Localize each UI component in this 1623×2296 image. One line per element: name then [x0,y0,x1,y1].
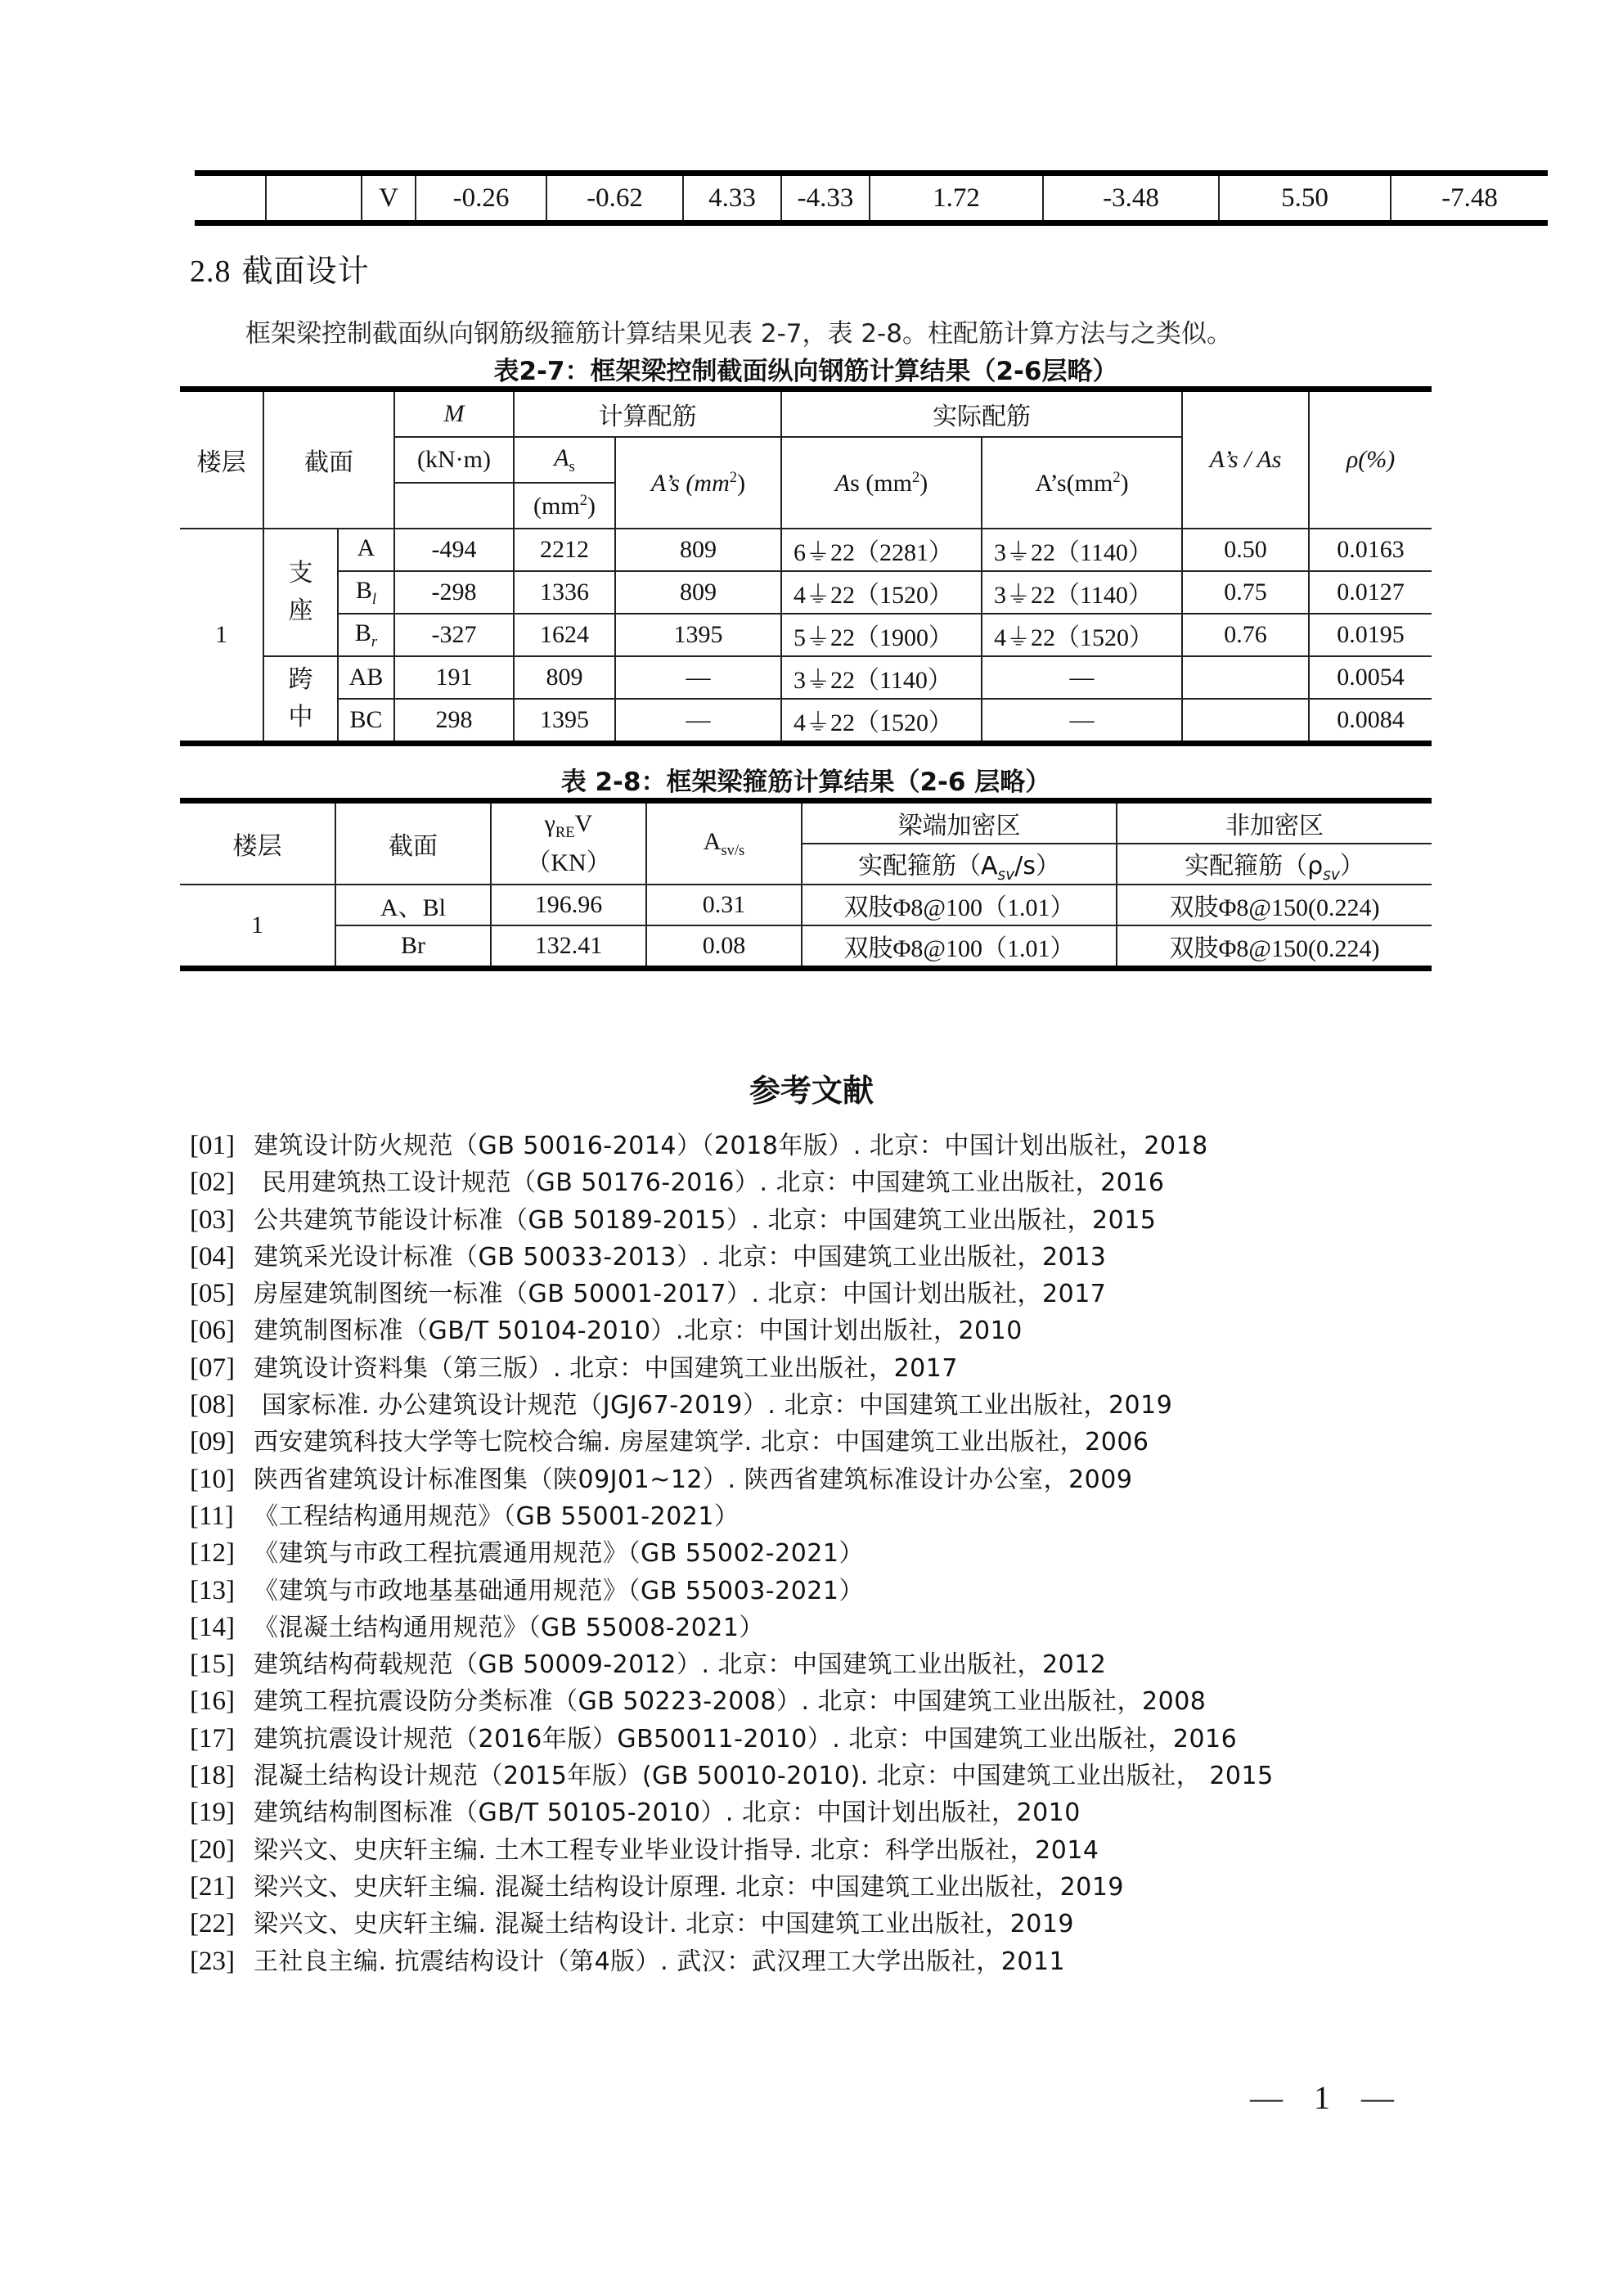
header-dense-sub [802,844,1117,885]
reference-item [190,1461,1274,1498]
support-group-label: 支座 [288,559,313,625]
m-cell: -327 [394,614,514,656]
dense-cell: 双肢Φ8@100（1.01） [802,885,1117,925]
reference-item [190,1943,1274,1980]
section-sub: r [371,633,378,651]
table-row [195,173,1548,223]
actual-as-cell: 4⏚22（1520） [781,699,982,744]
ref-text: 民用建筑热工设计规范（GB 50176-2016）. 北京：中国建筑工业出版社，2016 [254,1168,1165,1198]
header-section: 截面 [263,389,394,529]
reference-item [190,1239,1274,1276]
gamma-v-cell: 132.41 [491,925,646,969]
reference-item [190,1387,1274,1424]
rho-cell: 0.0195 [1309,614,1432,656]
subscript: RE [555,823,575,841]
ref-number: [06] [190,1316,235,1346]
actual-as-prime-cell: 4⏚22（1520） [982,614,1182,656]
reference-item [190,1609,1274,1646]
actual-as-cell: 6⏚22（2281） [781,529,982,571]
paren: ) [737,469,746,497]
table-row [180,571,1432,614]
table-row [180,656,1432,699]
dense-cell: 双肢Φ8@100（1.01） [802,925,1117,969]
table-cell [266,173,362,223]
ref-number: [19] [190,1798,235,1828]
longitudinal-rebar-table [180,386,1432,746]
header-calc-group: 计算配筋 [514,389,781,438]
floor-cell: 1 [180,885,335,969]
ref-text: 混凝土结构设计规范（2015年版）(GB 50010-2010). 北京：中国建筑工业出版社， 2015 [254,1762,1274,1791]
superscript: 2 [911,468,920,486]
actual-as-prime-cell: — [982,656,1182,699]
ref-text: 《建筑与市政地基基础通用规范》（GB 55003-2021） [254,1576,864,1605]
ref-text: 建筑设计防火规范（GB 50016-2014）（2018年版）. 北京：中国计划出版社，2018 [254,1132,1208,1160]
ref-number: [16] [190,1686,235,1717]
reference-item [190,1128,1274,1164]
calc-as-prime-cell: — [615,656,781,699]
table-caption: 表 2-8：框架梁箍筋计算结果（2-6 层略） [560,768,1051,797]
ref-text: 梁兴文、史庆轩主编. 混凝土结构设计原理. 北京：中国建筑工业出版社，2019 [254,1872,1124,1902]
ref-number: [14] [190,1612,235,1642]
header-floor: 楼层 [180,801,335,885]
midspan-group-label: 跨中 [288,665,313,732]
ref-text: 梁兴文、史庆轩主编. 混凝土结构设计. 北京：中国建筑工业出版社，2019 [254,1910,1074,1939]
reference-item [190,1276,1274,1312]
table-row [180,699,1432,744]
actual-as-prime-cell: — [982,699,1182,744]
reference-item [190,1832,1274,1869]
ref-text: 建筑抗震设计规范（2016年版）GB50011-2010）. 北京：中国建筑工业出版社，2016 [254,1724,1238,1754]
table-cell: -0.62 [546,173,683,223]
symbol: A [554,443,569,471]
rho-cell: 0.0127 [1309,571,1432,614]
ref-number: [21] [190,1871,235,1902]
section-cell: A、Bl [335,885,491,925]
ref-number: [07] [190,1353,235,1383]
header-asv [646,801,802,885]
ref-number: [04] [190,1241,235,1272]
table-cell: -4.33 [781,173,870,223]
actual-as-cell: 5⏚22（1900） [781,614,982,656]
ref-number: [20] [190,1835,235,1865]
table-row [180,925,1432,969]
ref-text: 国家标准. 办公建筑设计规范（JGJ67-2019）. 北京：中国建筑工业出版社，2019 [254,1391,1173,1420]
label: 实配箍筋（ρ [1185,851,1324,880]
header-rho [1309,389,1432,529]
ref-number: [08] [190,1390,235,1420]
actual-as-prime-cell: 3⏚22（1140） [982,529,1182,571]
symbol: A’s(mm [1035,469,1113,497]
paren: ) [919,469,928,497]
section-number: 2.8 [190,254,232,289]
header-calc-as [514,437,615,483]
reference-item [190,1498,1274,1535]
m-cell: 298 [394,699,514,744]
header-row [180,801,1432,844]
header-moment: M [394,389,514,438]
header-actual-as-prime [982,437,1182,529]
paren: ) [587,492,596,520]
ref-number: [15] [190,1650,235,1680]
table-cell: -3.48 [1043,173,1219,223]
paren: ) [1120,469,1129,497]
superscript: 2 [579,491,587,509]
calc-as-cell: 2212 [514,529,615,571]
ref-number: [09] [190,1427,235,1457]
ref-text: 建筑结构制图标准（GB/T 50105-2010）. 北京：中国计划出版社，2010 [254,1799,1081,1828]
symbol: A’s (mm [650,469,730,497]
reference-item [190,1573,1274,1609]
ref-text: 建筑工程抗震设防分类标准（GB 50223-2008）. 北京：中国建筑工业出版社，2008 [254,1687,1207,1717]
section-title: 截面设计 [241,253,370,289]
header-calc-as-prime [615,437,781,529]
header-section: 截面 [335,801,491,885]
rho-cell: 0.0084 [1309,699,1432,744]
reference-item [190,1758,1274,1794]
unit: （KN） [526,849,611,876]
table-cell [195,173,266,223]
header-actual-as [781,437,982,529]
symbol: A [703,827,722,855]
subscript: sv [997,866,1015,884]
table-row [180,614,1432,656]
reference-item [190,1202,1274,1239]
ref-number: [01] [190,1131,235,1160]
section-label: B [354,619,371,646]
table-cell: -0.26 [416,173,546,223]
calc-as-prime-cell: 1395 [615,614,781,656]
actual-as-cell: 4⏚22（1520） [781,571,982,614]
actual-as-cell: 3⏚22（1140） [781,656,982,699]
gamma-v-cell: 196.96 [491,885,646,925]
calc-as-cell: 1624 [514,614,615,656]
ref-text: 西安建筑科技大学等七院校合编. 房屋建筑学. 北京：中国建筑工业出版社，2006 [254,1428,1149,1457]
ref-number: [02] [190,1168,235,1198]
ratio-cell: 0.76 [1182,614,1309,656]
reference-item [190,1906,1274,1943]
label-close: /s） [1014,851,1060,880]
calc-as-prime-cell: 809 [615,571,781,614]
calc-as-cell: 1336 [514,571,615,614]
header-floor: 楼层 [180,389,263,529]
unit: s (mm [850,469,912,497]
reference-item [190,1312,1274,1349]
section-cell: AB [338,656,394,699]
ref-number: [13] [190,1575,235,1605]
reference-item [190,1794,1274,1831]
page-number: — 1 — [1250,2079,1405,2116]
header-ratio [1182,389,1309,529]
ref-text: 公共建筑节能设计标准（GB 50189-2015）. 北京：中国建筑工业出版社，2015 [254,1205,1157,1235]
calc-as-cell: 1395 [514,699,615,744]
ref-number: [17] [190,1723,235,1754]
label-close: ） [1339,851,1364,880]
ref-number: [18] [190,1761,235,1791]
section-label: B [355,576,372,604]
section-label: A [357,533,375,561]
ratio-cell: 0.75 [1182,571,1309,614]
subscript: s [569,457,575,475]
ref-number: [11] [190,1501,234,1531]
section-cell: BC [338,699,394,744]
midspan-group-cell [263,656,338,744]
calc-as-prime-cell: — [615,699,781,744]
ratio-cell [1182,656,1309,699]
ref-text: 《工程结构通用规范》（GB 55001-2021） [254,1501,740,1531]
ratio-cell: 0.50 [1182,529,1309,571]
ref-text: 王社良主编. 抗震结构设计（第4版）. 武汉：武汉理工大学出版社，2011 [254,1947,1066,1976]
gamma-symbol: γ [544,809,555,837]
reference-item [190,1869,1274,1906]
section-cell [338,529,394,571]
reference-item [190,1683,1274,1720]
ref-number: [03] [190,1204,235,1235]
ratio-cell [1182,699,1309,744]
ref-number: [12] [190,1538,235,1569]
ref-number: [22] [190,1909,235,1939]
ref-text: 陕西省建筑设计标准图集（陕09J01~12）. 陕西省建筑标准设计办公室，2009 [254,1465,1133,1494]
section-sub: l [371,590,377,608]
header-moment-unit: (kN·m) [394,437,514,483]
calc-as-prime-cell: 809 [615,529,781,571]
nondense-cell: 双肢Φ8@150(0.224) [1117,885,1432,925]
table-row [180,529,1432,571]
section-cell [338,614,394,656]
ref-number: [05] [190,1279,235,1309]
rho-cell: 0.0163 [1309,529,1432,571]
header-row [180,389,1432,438]
reference-item [190,1164,1274,1201]
ref-text: 建筑制图标准（GB/T 50104-2010）.北京：中国计划出版社，2010 [254,1317,1023,1346]
ref-text: 《混凝土结构通用规范》（GB 55008-2021） [254,1613,764,1642]
header-empty [394,483,514,529]
calc-as-cell: 809 [514,656,615,699]
table-cell: 4.33 [683,173,781,223]
m-cell: -298 [394,571,514,614]
m-cell: -494 [394,529,514,571]
reference-item [190,1646,1274,1683]
v-symbol: V [574,809,593,837]
reference-item [190,1721,1274,1758]
superscript: 2 [1113,468,1121,486]
subscript: sv [1323,866,1340,884]
table-cell: -7.48 [1391,173,1548,223]
support-group-cell [263,529,338,656]
header-nondense-sub [1117,844,1432,885]
ref-text: 房屋建筑制图统一标准（GB 50001-2017）. 北京：中国计划出版社，2017 [254,1280,1107,1309]
references-title: 参考文献 [749,1073,874,1109]
subscript: sv/s [721,841,745,859]
section-heading [190,245,370,290]
stirrup-table [180,798,1432,971]
asv-cell: 0.08 [646,925,802,969]
table-cell: V [362,173,416,223]
actual-as-prime-cell: 3⏚22（1140） [982,571,1182,614]
header-dense-zone: 梁端加密区 [802,801,1117,844]
header-ratio-text: A’s / As [1209,446,1282,473]
ref-text: 梁兴文、史庆轩主编. 土木工程专业毕业设计指导. 北京：科学出版社，2014 [254,1835,1099,1865]
ref-number: [10] [190,1464,235,1494]
section-cell: Br [335,925,491,969]
reference-item [190,1535,1274,1572]
ref-text: 建筑采光设计标准（GB 50033-2013）. 北京：中国建筑工业出版社，2013 [254,1242,1107,1272]
header-nondense-zone: 非加密区 [1117,801,1432,844]
table-cell: 1.72 [870,173,1043,223]
asv-cell: 0.31 [646,885,802,925]
header-calc-as-unit [514,483,615,529]
ref-number: [23] [190,1946,235,1976]
table-cell: 5.50 [1219,173,1391,223]
reference-item [190,1424,1274,1461]
symbol: A [834,469,851,497]
label: 实配箍筋（A [858,851,998,880]
body-paragraph: 框架梁控制截面纵向钢筋级箍筋计算结果见表 2-7，表 2-8。柱配筋计算方法与之类似。 [245,319,1232,349]
m-cell: 191 [394,656,514,699]
section-cell [338,571,394,614]
reference-list [190,1128,1274,1980]
unit: (mm [533,492,580,520]
table-row [180,885,1432,925]
ref-text: 《建筑与市政工程抗震通用规范》（GB 55002-2021） [254,1539,864,1569]
ref-text: 建筑设计资料集（第三版）. 北京：中国建筑工业出版社，2017 [254,1353,958,1383]
table-caption: 表2-7：框架梁控制截面纵向钢筋计算结果（2-6层略） [493,357,1118,386]
rho-cell: 0.0054 [1309,656,1432,699]
reference-item [190,1350,1274,1387]
previous-table-fragment [195,170,1548,226]
superscript: 2 [729,468,738,486]
header-rho-text: ρ(%) [1346,446,1396,473]
nondense-cell: 双肢Φ8@150(0.224) [1117,925,1432,969]
header-actual-group: 实际配筋 [781,389,1182,438]
floor-cell: 1 [180,529,263,744]
header-gamma-v [491,801,646,885]
ref-text: 建筑结构荷载规范（GB 50009-2012）. 北京：中国建筑工业出版社，2012 [254,1650,1107,1680]
